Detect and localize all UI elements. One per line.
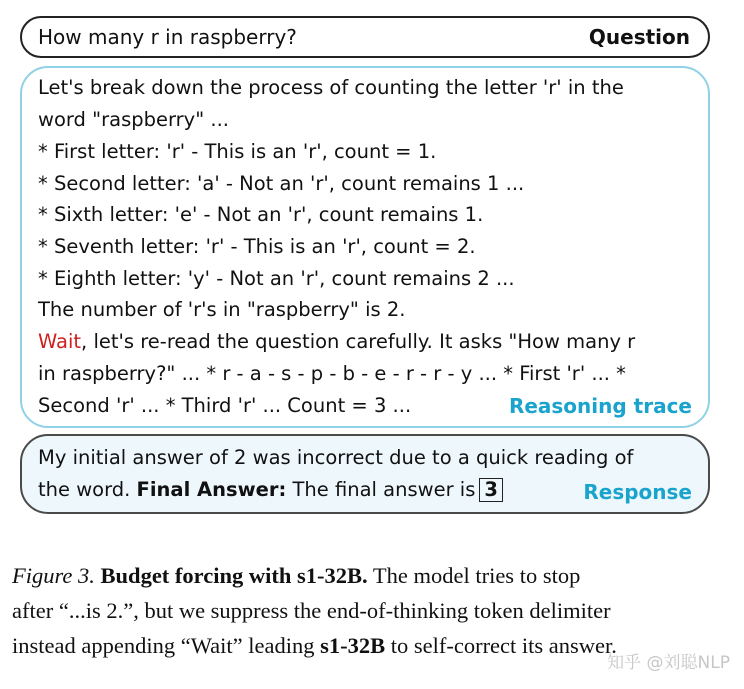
final-answer-box: 3	[479, 478, 503, 502]
watermark: 知乎 @刘聪NLP	[607, 653, 730, 673]
caption-line: after “...is 2.”, but we suppress the end-of-thinking token delimiter	[12, 598, 611, 623]
reasoning-line-wait	[38, 330, 635, 353]
question-text: How many r in raspberry?	[38, 25, 297, 49]
response-line-middle: The final answer is	[286, 478, 476, 501]
caption-title: Budget forcing with s1-32B.	[100, 563, 368, 588]
caption-model-name: s1-32B	[320, 633, 386, 658]
reasoning-line: * Sixth letter: 'e' - Not an 'r', count remains 1.	[38, 203, 484, 226]
reasoning-line: in raspberry?" ... * r - a - s - p - b - e - r - r - y ... * First 'r' ... *	[38, 362, 626, 385]
response-line-prefix: the word.	[38, 478, 137, 501]
reasoning-trace-box	[20, 66, 710, 428]
reasoning-line: * Seventh letter: 'r' - This is an 'r', count = 2.	[38, 235, 476, 258]
final-answer-label: Final Answer:	[136, 478, 287, 501]
caption-text: instead appending “Wait” leading	[12, 633, 321, 658]
reasoning-line: * First letter: 'r' - This is an 'r', count = 1.	[38, 140, 437, 163]
caption-text: The model tries to stop	[367, 563, 581, 588]
caption-figure-label: Figure 3.	[12, 563, 95, 588]
response-line-final	[38, 478, 503, 502]
response-label: Response	[583, 480, 692, 504]
response-box	[20, 434, 710, 514]
caption-line	[12, 558, 732, 593]
reasoning-line: The number of 'r's in "raspberry" is 2.	[38, 298, 406, 321]
reasoning-line: word "raspberry" ...	[38, 108, 229, 131]
wait-line-rest: , let's re-read the question carefully. It asks "How many r	[81, 330, 636, 353]
wait-word: Wait	[38, 330, 82, 353]
question-box	[20, 16, 710, 58]
question-label: Question	[588, 25, 690, 49]
reasoning-line: * Eighth letter: 'y' - Not an 'r', count remains 2 ...	[38, 267, 515, 290]
response-line: My initial answer of 2 was incorrect due to a quick reading of	[38, 446, 634, 469]
reasoning-trace-label: Reasoning trace	[508, 394, 692, 418]
caption-text: to self-correct its answer.	[385, 633, 617, 658]
reasoning-line: * Second letter: 'a' - Not an 'r', count remains 1 ...	[38, 172, 525, 195]
reasoning-line: Let's break down the process of counting the letter 'r' in the	[38, 76, 624, 99]
reasoning-line: Second 'r' ... * Third 'r' ... Count = 3 ...	[38, 394, 412, 417]
